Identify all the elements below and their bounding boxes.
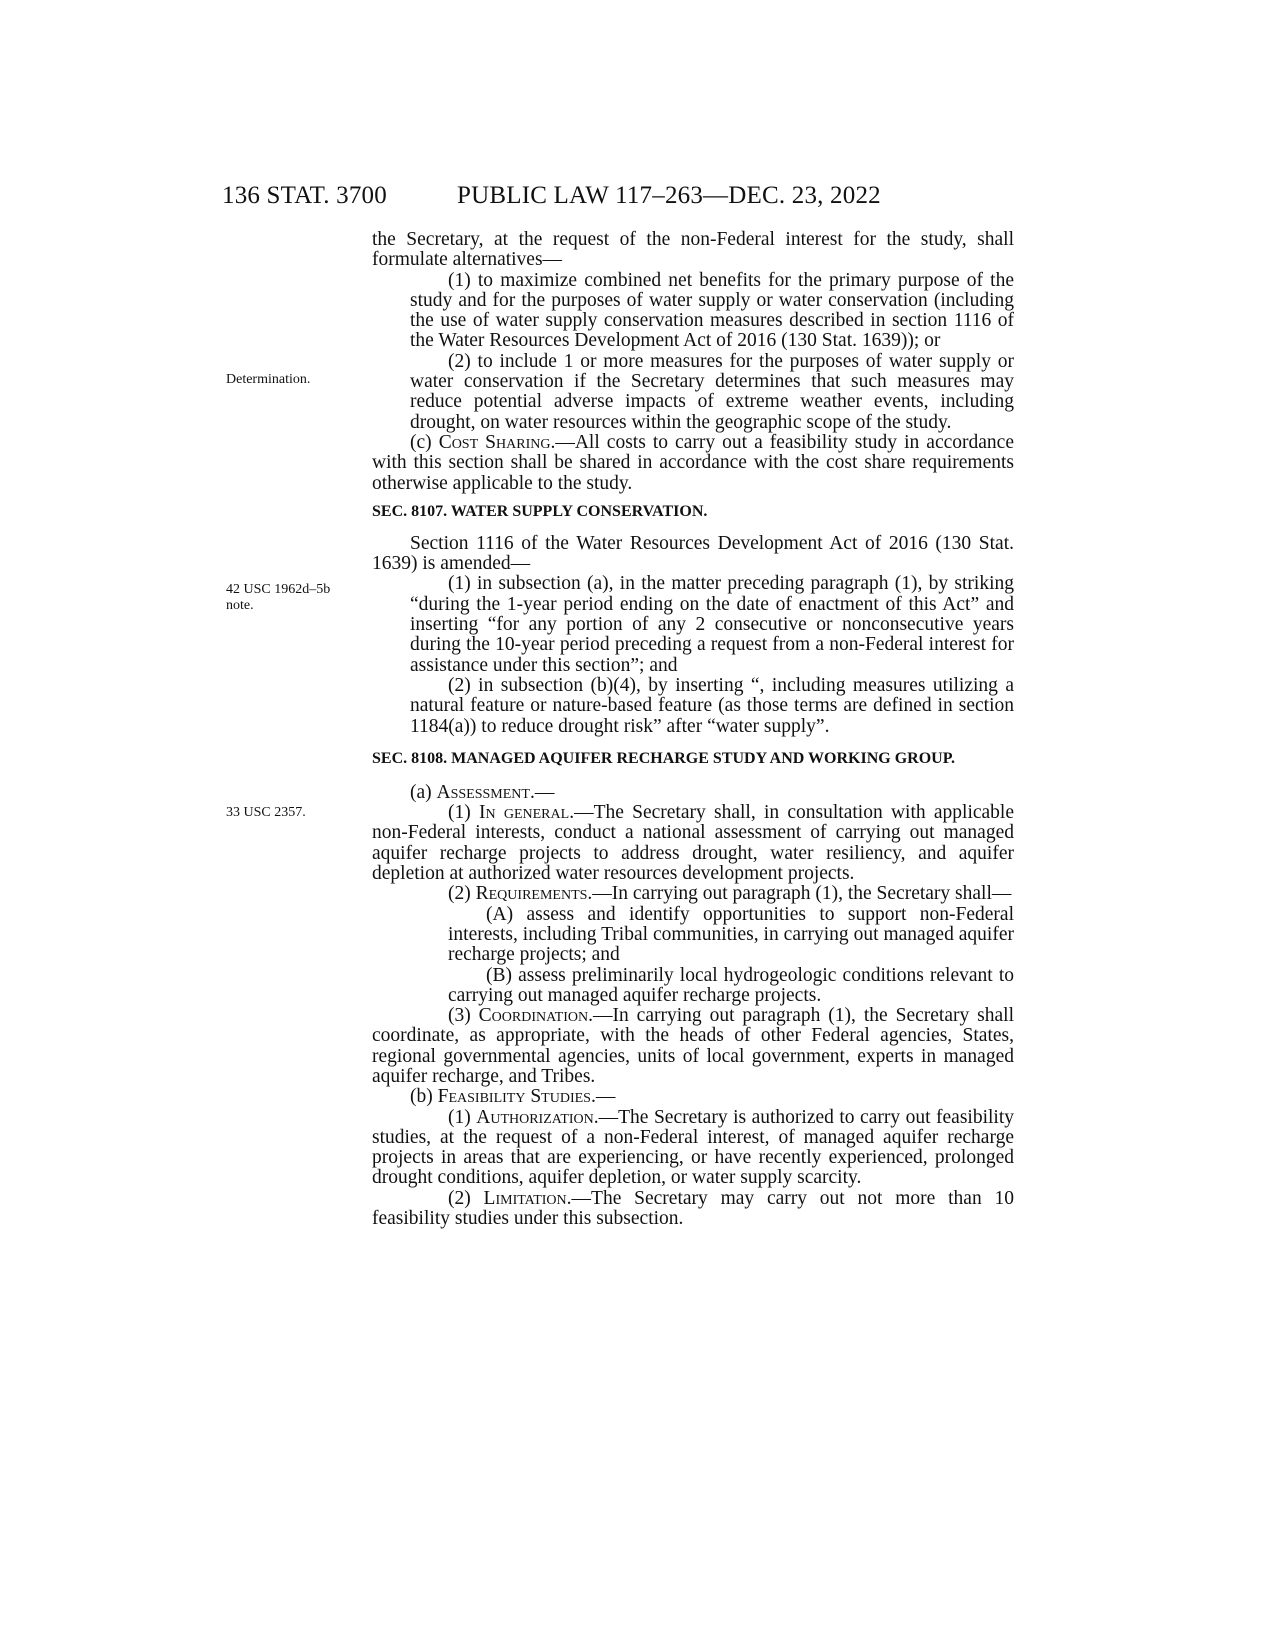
margin-note-42-usc: 42 USC 1962d–5b note. [226, 582, 331, 613]
document-body [372, 230, 1014, 1229]
b2-text: .—The Secretary may carry out not more than 10 feasibility studies under this subsection. [372, 1187, 1014, 1230]
paragraph-a1 [372, 803, 1014, 884]
a3-prefix: (3) [448, 1005, 479, 1027]
subsection-a-prefix: (a) [410, 781, 437, 803]
paragraph-b1 [372, 1108, 1014, 1189]
page-reference: 136 STAT. 3700 [222, 182, 387, 209]
cost-sharing-text: .—All costs to carry out a feasibility study in accordance with this section shall be shared in accordance with the cost share requirements otherwise applicable to the study. [372, 431, 1014, 494]
a1-text: .—The Secretary shall, in consultation with applicable non-Federal interests, conduct a national assessment of carrying out managed aquifer recharge projects to address drought, water resiliency, and aquifer depletion at authorized water resources development projects. [372, 802, 1014, 885]
subsection-b-prefix: (b) [410, 1086, 438, 1108]
paragraph-a2-A: (A) assess and identify opportunities to support non-Federal interests, including Tribal communities, in carrying out managed aquifer recharge projects; and [448, 903, 1014, 966]
cost-sharing-paragraph [372, 433, 1014, 494]
a2-text: .—In carrying out paragraph (1), the Secretary shall— [587, 883, 1012, 905]
a2-prefix: (2) [448, 883, 476, 905]
paragraph-a2 [372, 884, 1014, 904]
section-8107-item-2: (2) in subsection (b)(4), by inserting “, including measures utilizing a natural feature or nature-based feature (as those terms are defined in section 1184(a)) to reduce drought risk” after “water supply”. [410, 674, 1014, 737]
a3-heading: Coordination [478, 1005, 589, 1027]
margin-note-33-usc: 33 USC 2357. [226, 805, 306, 820]
subsection-b-suffix: .— [590, 1086, 616, 1108]
paragraph-2: (2) to include 1 or more measures for the purposes of water supply or water conservation if the Secretary determines that such measures may reduce potential adverse impacts of extreme weather events, including drought, on water resources within the geographic scope of the study. [410, 350, 1014, 433]
cost-sharing-heading: Cost Sharing [438, 431, 551, 453]
paragraph-a2-B: (B) assess preliminarily local hydrogeologic conditions relevant to carrying out managed aquifer recharge projects. [448, 964, 1014, 1006]
subsection-a-title: Assessment [436, 781, 530, 803]
paragraph-b2 [372, 1189, 1014, 1230]
margin-note-determination: Determination. [226, 372, 311, 387]
b1-heading: Authorization [476, 1106, 594, 1128]
section-8107-heading: SEC. 8107. WATER SUPPLY CONSERVATION. [372, 502, 708, 520]
subsection-b-title: Feasibility Studies [437, 1086, 591, 1108]
subsection-a-suffix: .— [529, 781, 555, 803]
b1-prefix: (1) [448, 1106, 477, 1128]
section-8107-intro: Section 1116 of the Water Resources Development Act of 2016 (130 Stat. 1639) is amended— [372, 532, 1014, 575]
subsection-a-heading [372, 783, 1014, 803]
intro-paragraph: the Secretary, at the request of the non-Federal interest for the study, shall formulate alternatives— [372, 229, 1014, 271]
b2-prefix: (2) [448, 1187, 484, 1209]
a1-prefix: (1) [448, 802, 479, 824]
a2-heading: Requirements [475, 883, 588, 905]
section-8107-item-1: (1) in subsection (a), in the matter preceding paragraph (1), by striking “during the 1-year period ending on the date of enactment of this Act” and inserting “for any portion of any 2 consecutive or nonconsecutive years during the 10-year period preceding a request from a non-Federal interest for assistance under this section”; and [410, 573, 1014, 676]
section-8108-heading: SEC. 8108. MANAGED AQUIFER RECHARGE STUDY AND WORKING GROUP. [372, 749, 956, 767]
paragraph-a3 [372, 1006, 1014, 1087]
b1-text: .—The Secretary is authorized to carry out feasibility studies, at the request of a non-Federal interest, of managed aquifer recharge projects in areas that are experiencing, or have recently experienced, prolonged drought conditions, aquifer depletion, or water supply scarcity. [372, 1106, 1014, 1189]
paragraph-1: (1) to maximize combined net benefits for the primary purpose of the study and for the purposes of water supply or water conservation (including the use of water supply conservation measures described in section 1116 of the Water Resources Development Act of 2016 (130 Stat. 1639)); or [410, 269, 1014, 352]
cost-sharing-prefix: (c) [410, 431, 439, 453]
a1-heading: In general [479, 802, 570, 824]
subsection-b-heading [372, 1087, 1014, 1107]
page-title: PUBLIC LAW 117–263—DEC. 23, 2022 [457, 182, 881, 209]
a3-text: .—In carrying out paragraph (1), the Secretary shall coordinate, as appropriate, with the heads of other Federal agencies, States, regional governmental agencies, units of local government, experts in managed aquifer recharge, and Tribes. [372, 1005, 1014, 1087]
b2-heading: Limitation [483, 1187, 567, 1209]
